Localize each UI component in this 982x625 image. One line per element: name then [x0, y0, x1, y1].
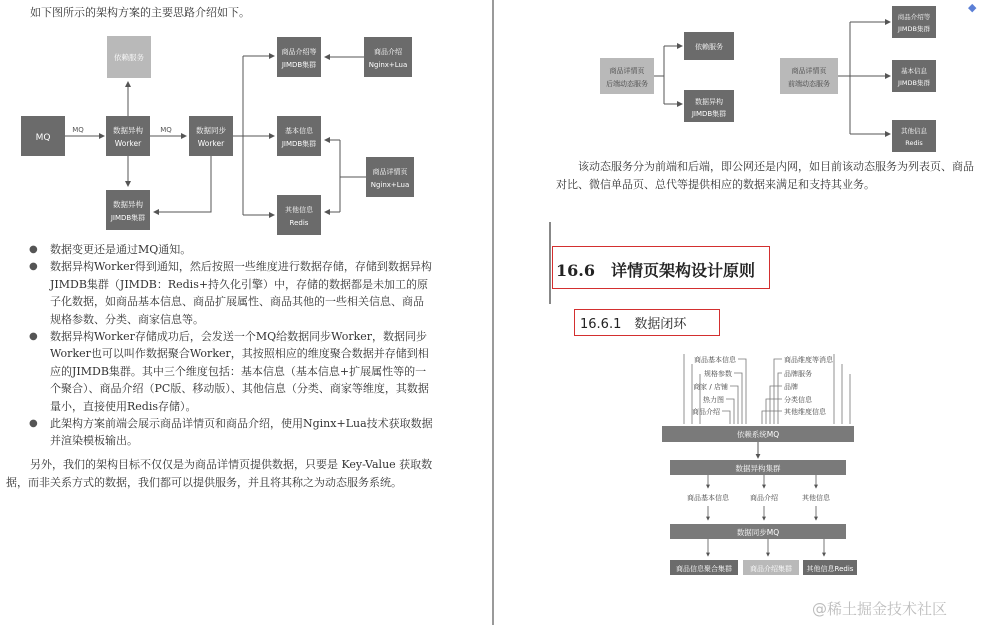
output-label-2: 其他信息Redis: [806, 565, 854, 573]
hetero-jimdb-box: [106, 190, 150, 230]
left-input-0: 商品基本信息: [694, 356, 736, 364]
left-input-4: 商品介绍: [692, 408, 720, 416]
page-corner-icon[interactable]: ◆: [968, 1, 977, 14]
dependency-service-label: 依赖服务: [114, 53, 144, 62]
sync-worker-box: [189, 116, 233, 156]
nginx-detail-box: [366, 157, 414, 197]
other-info-redis-label-1: 其他信息: [285, 206, 313, 214]
watermark: @稀土掘金技术社区: [812, 600, 948, 618]
nginx-detail-label-2: Nginx+Lua: [370, 181, 410, 189]
hetero-worker-label-2: Worker: [114, 139, 142, 148]
right-other-info-label-2: Redis: [905, 139, 923, 147]
dynamic-service-diagram: [494, 0, 982, 160]
bullet-dot: ●: [29, 418, 38, 430]
right-other-info-label-1: 其他信息: [901, 127, 927, 135]
nginx-detail-label-1: 商品详情页: [372, 168, 408, 176]
basic-info-jimdb-label-2: JIMDB集群: [281, 140, 317, 148]
backend-dynamic-box: [600, 58, 654, 94]
right-basic-info-label-2: JIMDB集群: [898, 79, 930, 87]
mid-label-0: 商品基本信息: [687, 494, 729, 502]
frontend-dynamic-label-1: 商品详情页: [791, 67, 827, 75]
product-intro-jimdb-box: [277, 37, 321, 77]
right-input-3: 分类信息: [784, 396, 812, 404]
right-paragraph: 该动态服务分为前端和后端，即公网还是内网，如目前该动态服务为列表页、商品对比、微信单品页、总代等提供相应的数据来满足和支持其业务。: [556, 160, 974, 191]
left-input-1: 规格参数: [704, 370, 732, 378]
bullet-item: ● 数据异构Worker存储成功后，会发送一个MQ给数据同步Worker，数据同步Worker也可以叫作数据聚合Worker，其按照相应的维度聚合数据并存储到相应的JIMDB集群。其中三个维度包括：基本信息（基本信息+扩展属性等的一个聚合）、商品介绍（PC版、移动版）、其他信息（分类、商家等维度，其数据量小，直接使用Redis存储）。: [29, 330, 429, 413]
backend-dynamic-label-1: 商品详情页: [609, 67, 645, 75]
mq-arrow-label-2: MQ: [160, 126, 172, 134]
mid-label-2: 其他信息: [802, 494, 830, 502]
right-product-intro-jimdb-box: [892, 6, 936, 38]
closing-paragraph: 另外，我们的架构目标不仅仅是为商品详情页提供数据，只要是 Key-Value 获取数据，而非关系方式的数据，我们都可以提供服务，并且将其称之为动态服务系统。: [6, 458, 433, 489]
bullet-item: ● 数据变更还是通过MQ通知。: [24, 241, 434, 258]
right-hetero-jimdb-label-1: 数据异构: [695, 98, 723, 106]
bullet-list: [24, 241, 434, 450]
right-product-intro-label-1: 商品介绍等: [897, 13, 931, 21]
left-input-3: 热力图: [703, 396, 724, 404]
data-loop-diagram: [494, 344, 982, 584]
mq-arrow-label-1: MQ: [72, 126, 84, 134]
right-basic-info-label-1: 基本信息: [901, 67, 927, 75]
right-input-0: 商品维度等消息: [784, 356, 833, 364]
product-intro-jimdb-label-2: JIMDB集群: [281, 61, 317, 69]
backend-dynamic-label-2: 后端动态服务: [606, 80, 648, 88]
right-input-2: 品牌: [784, 383, 798, 391]
right-input-4: 其他维度信息: [784, 408, 826, 416]
other-info-redis-box: [277, 195, 321, 235]
nginx-intro-label-2: Nginx+Lua: [368, 61, 408, 69]
dependency-mq-label: 依赖系统MQ: [736, 430, 780, 439]
hetero-worker-box: [106, 116, 150, 156]
sync-worker-label-2: Worker: [197, 139, 225, 148]
output-label-1: 商品介绍集群: [750, 565, 792, 573]
bullet-dot: ●: [29, 331, 38, 343]
hetero-jimdb-label-2: JIMDB集群: [110, 214, 146, 222]
architecture-diagram: [0, 0, 492, 240]
hetero-worker-label-1: 数据异构: [113, 126, 143, 135]
nginx-intro-label-1: 商品介绍: [374, 48, 402, 56]
basic-info-jimdb-box: [277, 116, 321, 156]
intro-text: 如下图所示的架构方案的主要思路介绍如下。: [30, 6, 250, 19]
section-title: 16.6 详情页架构设计原则: [556, 261, 755, 280]
bullet-item: ● 数据异构Worker得到通知，然后按照一些维度进行数据存储，存储到数据异构JIMDB集群（JIMDB：Redis+持久化引擎）中，存储的数据都是未加工的原子化数据，如商品基本信息、商品扩展属性、商品其他的一些相关信息、商品规格参数、分类、商家信息等。: [29, 260, 432, 326]
bullet-item: ● 此架构方案前端会展示商品详情页和商品介绍，使用Nginx+Lua技术获取数据并渲染模板输出。: [29, 417, 433, 448]
bullet-dot: ●: [29, 261, 38, 273]
section-rule: [549, 222, 551, 304]
frontend-dynamic-box: [780, 58, 838, 94]
basic-info-jimdb-label-1: 基本信息: [285, 127, 313, 135]
nginx-intro-box: [364, 37, 412, 77]
left-input-2: 商家 / 店铺: [693, 383, 728, 391]
other-info-redis-label-2: Redis: [289, 219, 309, 227]
right-product-intro-label-2: JIMDB集群: [898, 25, 930, 33]
mq-label: MQ: [35, 133, 51, 143]
sync-worker-label-1: 数据同步: [196, 126, 226, 135]
subsection-title: 16.6.1 数据闭环: [580, 317, 687, 332]
right-basic-info-jimdb-box: [892, 60, 936, 92]
frontend-dynamic-label-2: 前端动态服务: [788, 80, 830, 88]
product-intro-jimdb-label-1: 商品介绍等: [281, 48, 317, 56]
hetero-cluster-label: 数据异构集群: [735, 464, 781, 473]
mid-label-1: 商品介绍: [750, 494, 778, 502]
sync-mq-label: 数据同步MQ: [736, 528, 780, 537]
bullet-dot: ●: [29, 244, 38, 255]
right-other-info-redis-box: [892, 120, 936, 152]
output-label-0: 商品信息聚合集群: [676, 565, 732, 573]
right-hetero-jimdb-label-2: JIMDB集群: [691, 110, 727, 118]
hetero-jimdb-label-1: 数据异构: [113, 200, 143, 209]
right-dependency-label: 依赖服务: [695, 43, 723, 51]
right-input-1: 品牌服务: [784, 370, 812, 378]
